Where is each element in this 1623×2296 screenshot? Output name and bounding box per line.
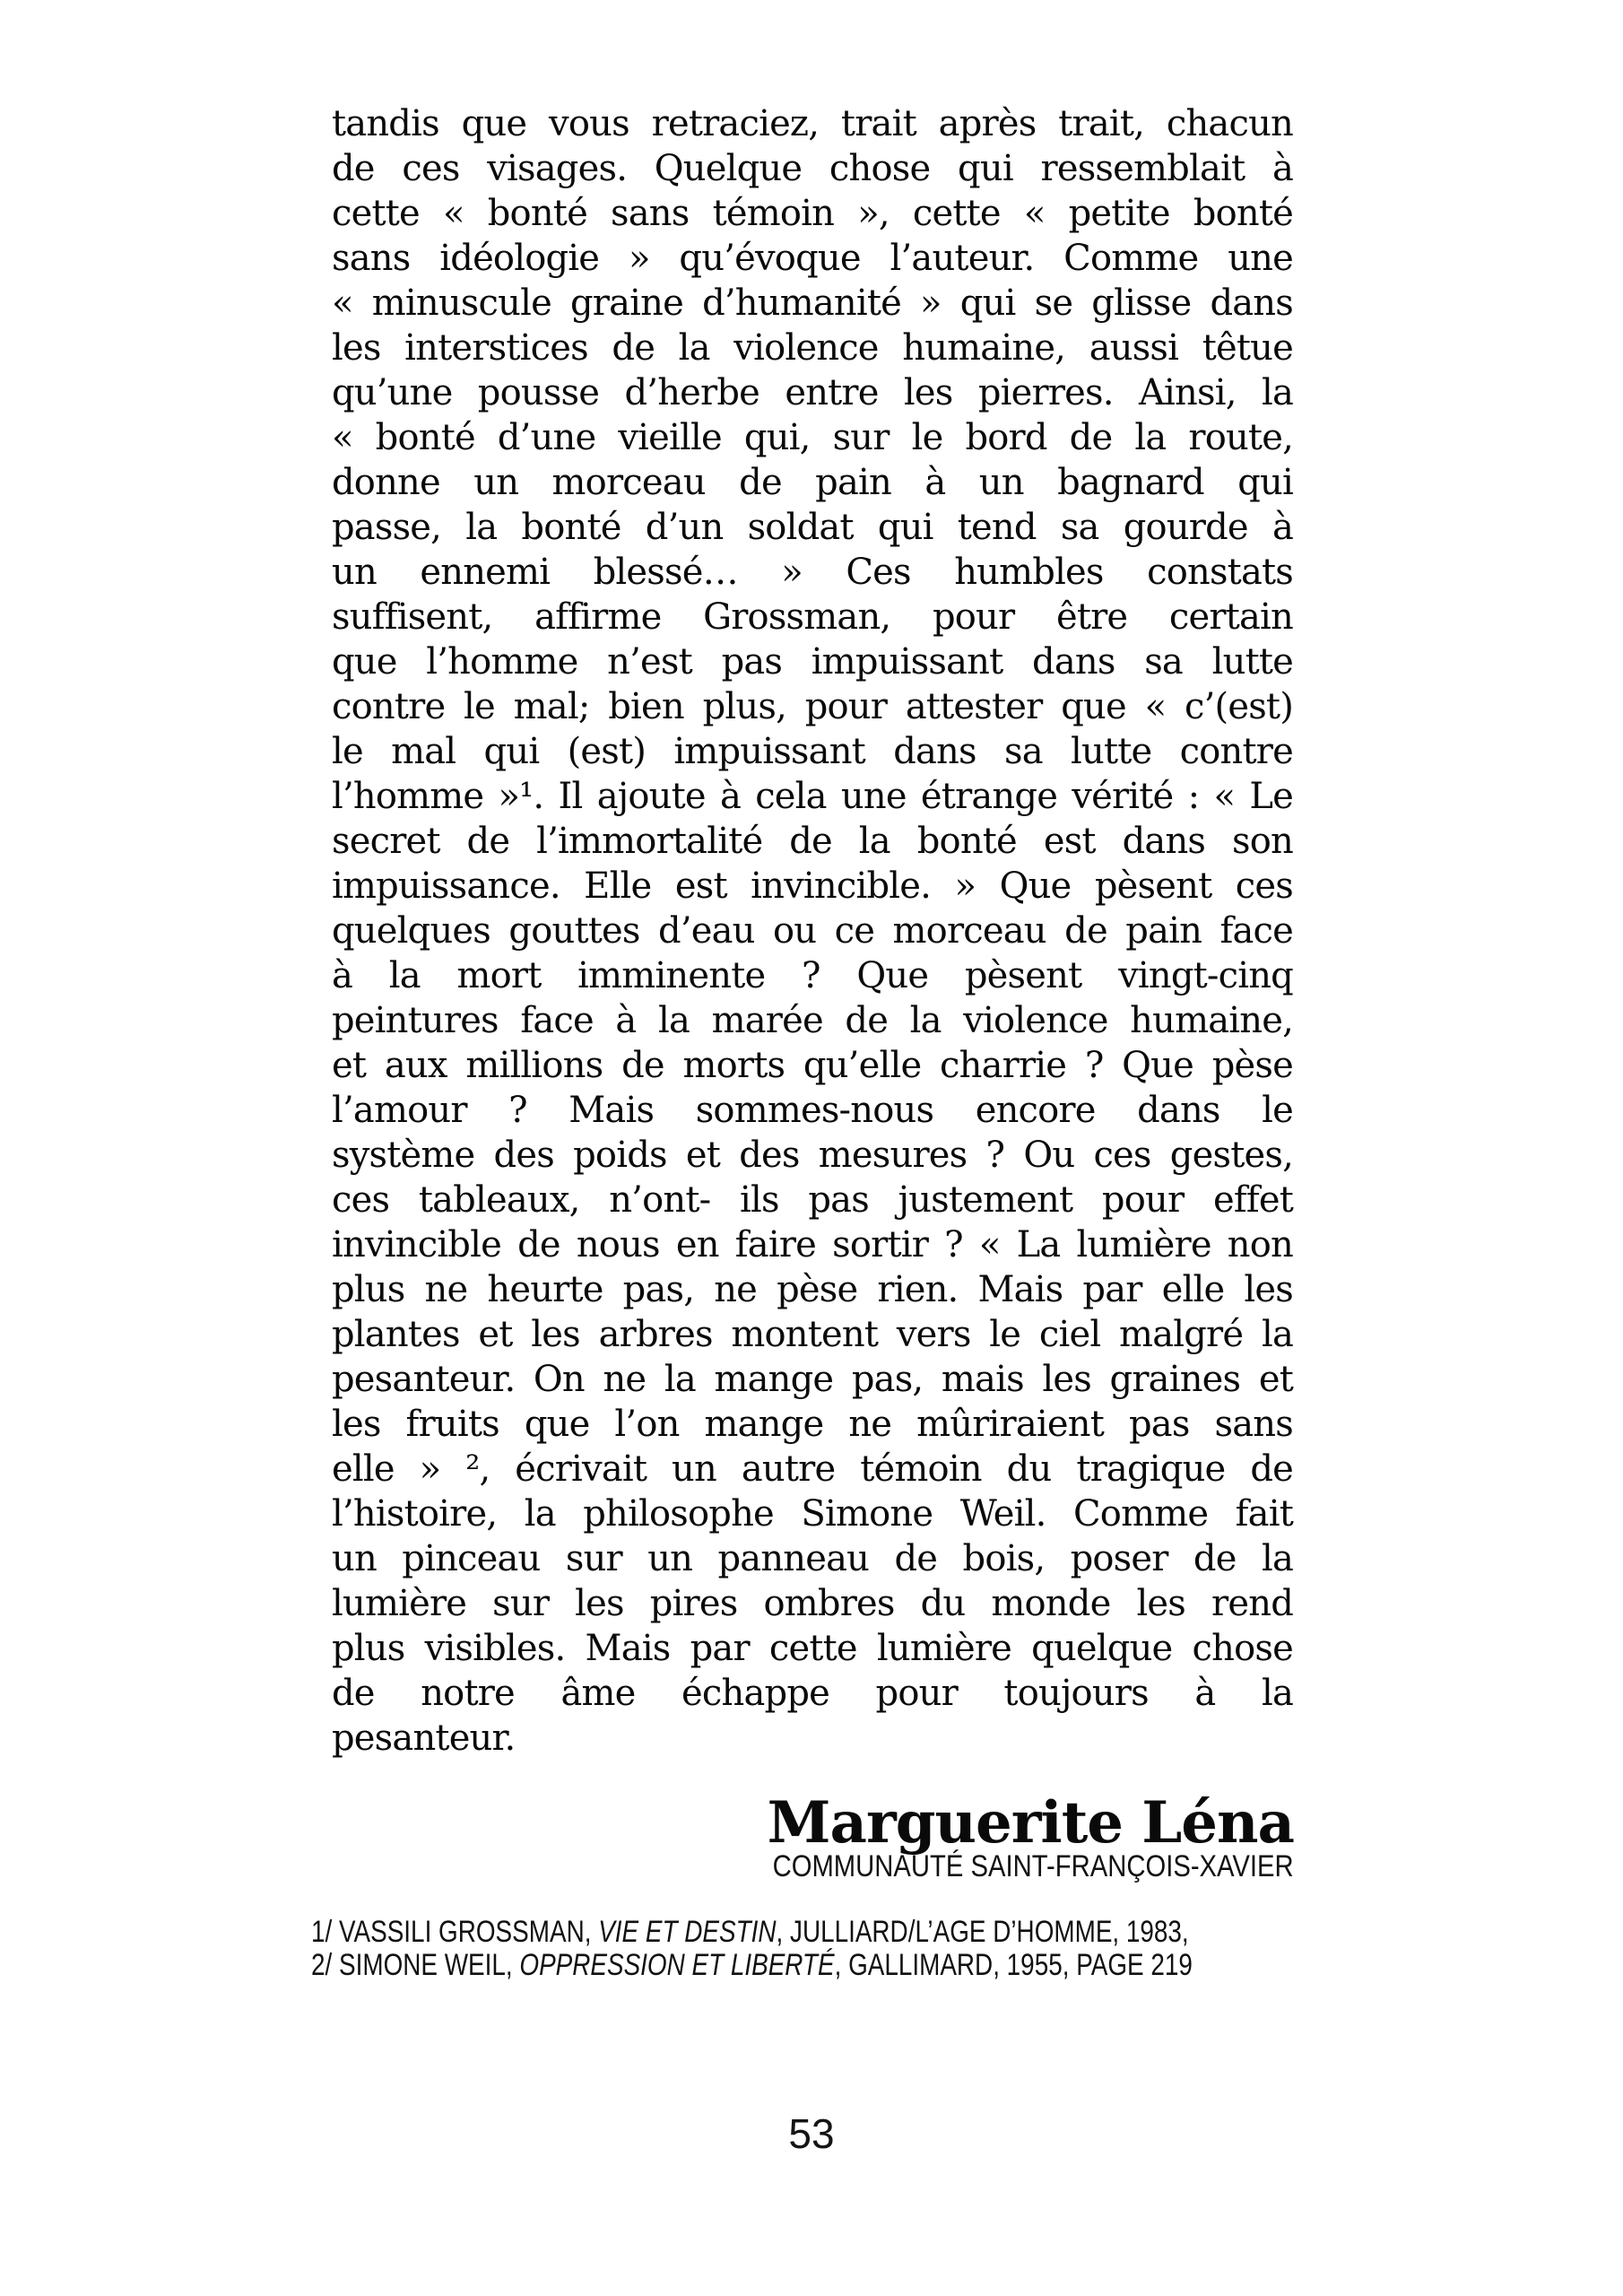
footnote-1 bbox=[311, 1916, 1193, 1949]
text-line: cette « bonté sans témoin », cette « petite bonté bbox=[332, 193, 1293, 234]
text-line: plantes et les arbres montent vers le ciel malgré la bbox=[332, 1314, 1293, 1355]
text-line: de notre âme échappe pour toujours à la bbox=[332, 1673, 1293, 1714]
footnote-2-title: OPPRESSION ET LIBERTÉ bbox=[519, 1948, 835, 1982]
author-affiliation: COMMUNAUTÉ SAINT-FRANÇOIS-XAVIER bbox=[772, 1849, 1294, 1883]
text-line: pesanteur. On ne la mange pas, mais les graines et bbox=[332, 1359, 1293, 1400]
text-line: les interstices de la violence humaine, aussi têtue bbox=[332, 327, 1293, 369]
text-line: ces tableaux, n’ont- ils pas justement pour effet bbox=[332, 1179, 1293, 1221]
text-line: le mal qui (est) impuissant dans sa lutte contre bbox=[332, 731, 1293, 772]
text-line: pesanteur. bbox=[332, 1718, 516, 1759]
text-line: un pinceau sur un panneau de bois, poser de la bbox=[332, 1538, 1293, 1579]
text-line: l’homme »¹. Il ajoute à cela une étrange vérité : « Le bbox=[332, 776, 1293, 817]
text-line: de ces visages. Quelque chose qui ressemblait à bbox=[332, 148, 1293, 189]
text-line: qu’une pousse d’herbe entre les pierres. Ainsi, la bbox=[332, 372, 1293, 413]
text-line: plus visibles. Mais par cette lumière quelque chose bbox=[332, 1628, 1293, 1669]
footnote-2 bbox=[311, 1949, 1193, 1982]
footnote-2-text: 2/ SIMONE WEIL, bbox=[311, 1948, 520, 1982]
text-line: l’histoire, la philosophe Simone Weil. Comme fait bbox=[332, 1493, 1293, 1535]
text-line: donne un morceau de pain à un bagnard qui bbox=[332, 462, 1293, 503]
text-line: les fruits que l’on mange ne mûriraient pas sans bbox=[332, 1404, 1293, 1445]
text-line: que l’homme n’est pas impuissant dans sa lutte bbox=[332, 641, 1293, 683]
text-line: invincible de nous en faire sortir ? « La lumière non bbox=[332, 1224, 1293, 1265]
author-signature: Marguerite Léna bbox=[767, 1789, 1294, 1857]
footnote-1-title: VIE ET DESTIN bbox=[598, 1915, 777, 1949]
text-line: « bonté d’une vieille qui, sur le bord de la route, bbox=[332, 417, 1293, 458]
text-line: sans idéologie » qu’évoque l’auteur. Comme une bbox=[332, 238, 1293, 279]
text-line: plus ne heurte pas, ne pèse rien. Mais par elle les bbox=[332, 1269, 1293, 1310]
text-line: contre le mal; bien plus, pour attester que « c’(est) bbox=[332, 686, 1293, 727]
text-line: tandis que vous retraciez, trait après trait, chacun bbox=[332, 103, 1293, 144]
text-line: système des poids et des mesures ? Ou ces gestes, bbox=[332, 1135, 1293, 1176]
text-line: et aux millions de morts qu’elle charrie ? Que pèse bbox=[332, 1045, 1293, 1086]
text-line: « minuscule graine d’humanité » qui se glisse dans bbox=[332, 283, 1293, 324]
text-line: à la mort imminente ? Que pèsent vingt-cinq bbox=[332, 955, 1293, 996]
text-line: l’amour ? Mais sommes-nous encore dans le bbox=[332, 1090, 1293, 1131]
page-number: 53 bbox=[788, 2110, 835, 2157]
text-line: passe, la bonté d’un soldat qui tend sa gourde à bbox=[332, 507, 1293, 548]
footnote-1-text: , JULLIARD/L’AGE D’HOMME, 1983, bbox=[776, 1915, 1189, 1949]
text-line: peintures face à la marée de la violence humaine, bbox=[332, 1000, 1293, 1041]
text-line: impuissance. Elle est invincible. » Que pèsent ces bbox=[332, 865, 1293, 907]
footnote-1-text: 1/ VASSILI GROSSMAN, bbox=[311, 1915, 599, 1949]
article-text bbox=[332, 101, 1293, 1761]
footnote-2-text: , GALLIMARD, 1955, PAGE 219 bbox=[834, 1948, 1193, 1982]
footnotes bbox=[311, 1916, 1193, 1982]
text-line: secret de l’immortalité de la bonté est dans son bbox=[332, 821, 1293, 862]
text-line: suffisent, affirme Grossman, pour être certain bbox=[332, 596, 1293, 638]
text-line: lumière sur les pires ombres du monde les rend bbox=[332, 1583, 1293, 1624]
text-line: elle » ², écrivait un autre témoin du tragique de bbox=[332, 1448, 1293, 1490]
text-line: quelques gouttes d’eau ou ce morceau de pain face bbox=[332, 910, 1293, 952]
text-line: un ennemi blessé… » Ces humbles constats bbox=[332, 552, 1293, 593]
